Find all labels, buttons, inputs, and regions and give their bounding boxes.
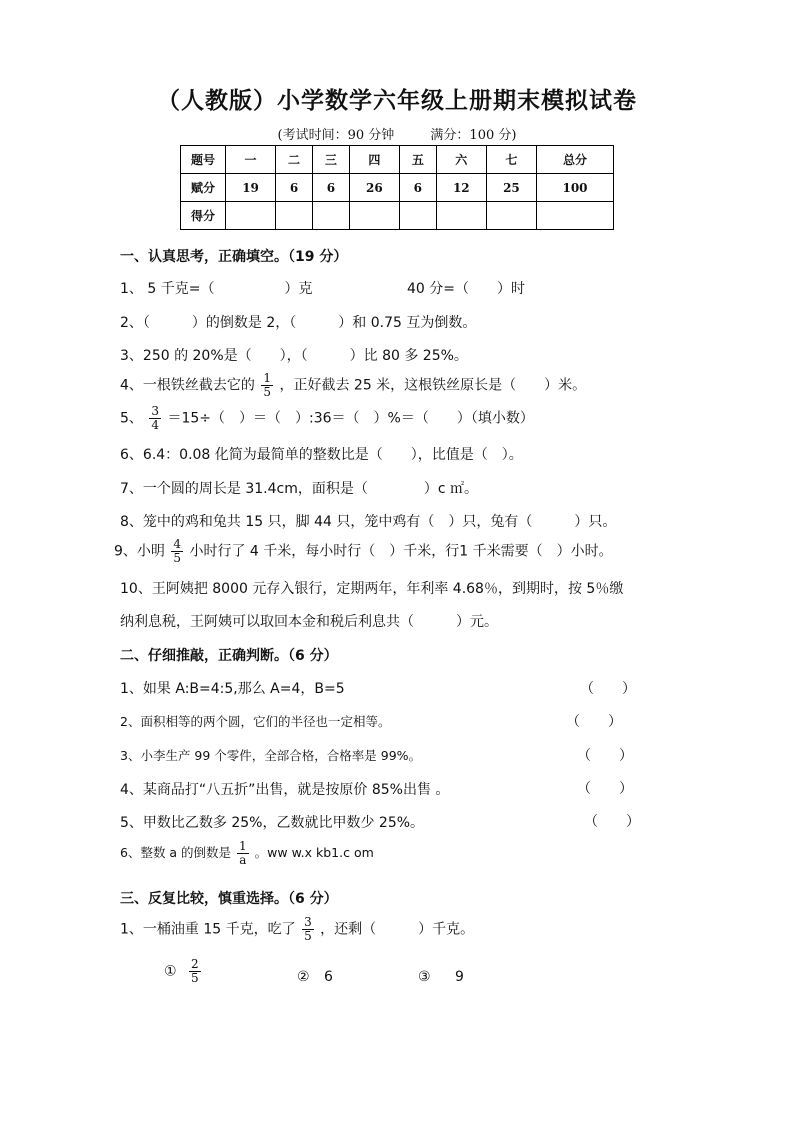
fraction-three-fifths: $\frac{3}{5}$	[304, 915, 312, 943]
section-3-heading: 三、反复比较，慎重选择。（6 分）	[120, 891, 338, 907]
row-head-points: 赋分	[181, 174, 226, 202]
row-head-earned: 得分	[181, 202, 226, 230]
question-1-4-text: 4、一根铁丝截去它的	[120, 377, 255, 394]
fraction-one-fifth: $\frac{1}{5}$	[263, 371, 272, 399]
score-table-row-earned	[181, 202, 614, 230]
points-total: 100	[537, 174, 614, 202]
col-3: 三	[312, 146, 349, 174]
question-1-7: 7、一个圆的周长是 31.4cm，面积是（ ）c ㎡。	[120, 481, 479, 497]
question-1-5-no: 5、	[120, 410, 143, 427]
points-3: 6	[312, 174, 349, 202]
points-4: 26	[349, 174, 399, 202]
section-2-heading: 二、仔细推敲，正确判断。（6 分）	[120, 648, 338, 664]
judge-item-1: 1、如果 A:B=4:5,那么 A=4，B=5	[120, 681, 345, 697]
judge-item-2: 2、面积相等的两个圆，它们的半径也一定相等。	[120, 714, 391, 729]
judge-blank-2[interactable]: （ ）	[566, 714, 622, 730]
col-1: 一	[226, 146, 276, 174]
question-1-8: 8、笼中的鸡和兔共 15 只，脚 44 只，笼中鸡有（ ）只，兔有（ ）只。	[120, 514, 617, 530]
question-1-9-rest: 小时行了 4 千米，每小时行（ ）千米，行1 千米需要（ ）小时。	[189, 543, 613, 560]
option-1[interactable]	[164, 958, 203, 985]
option-3-mark: ③	[418, 969, 431, 985]
fraction-four-fifths: $\frac{4}{5}$	[173, 537, 182, 565]
option-2-mark: ②	[297, 969, 310, 985]
question-1-1a: 1、 5 千克=（ ）克	[120, 281, 313, 297]
col-total: 总分	[537, 146, 614, 174]
judge-item-6-rest: 。ww w.x kb1.c om	[254, 845, 374, 860]
points-5: 6	[399, 174, 436, 202]
judge-item-5: 5、甲数比乙数多 25%，乙数就比甲数少 25%。	[120, 815, 425, 831]
option-2-value: 6	[324, 969, 333, 985]
judge-blank-3[interactable]: （ ）	[577, 748, 633, 764]
question-1-10b: 纳利息税，王阿姨可以取回本金和税后利息共（ ）元。	[120, 614, 498, 630]
question-1-10a: 10、王阿姨把 8000 元存入银行，定期两年，年利率 4.68％，到期时，按 5％缴	[120, 581, 624, 597]
earned-cell[interactable]	[436, 202, 486, 230]
fraction-two-fifths: $\frac{2}{5}$	[191, 957, 199, 985]
question-1-9	[114, 538, 613, 565]
judge-blank-1[interactable]: （ ）	[580, 681, 636, 697]
question-1-5-rest: ＝15÷（ ）＝（ ）:36＝（ ）%＝（ ）（填小数）	[167, 410, 534, 427]
judge-item-4: 4、某商品打“八五折”出售，就是按原价 85%出售 。	[120, 782, 450, 798]
score-table	[180, 145, 614, 230]
page-title: （人教版）小学数学六年级上册期末模拟试卷	[157, 88, 637, 114]
points-2: 6	[276, 174, 313, 202]
full-score: 满分：100 分)	[430, 128, 517, 143]
earned-cell[interactable]	[399, 202, 436, 230]
earned-cell[interactable]	[537, 202, 614, 230]
question-1-3: 3、250 的 20%是（ ），（ ）比 80 多 25%。	[120, 348, 468, 364]
exam-time: (考试时间：90 分钟	[277, 128, 395, 143]
judge-item-3: 3、小李生产 99 个零件，全部合格，合格率是 99%。	[120, 748, 422, 763]
question-1-5	[120, 405, 534, 432]
earned-cell[interactable]	[226, 202, 276, 230]
points-7: 25	[486, 174, 536, 202]
judge-item-6-text: 6、整数 a 的倒数是	[120, 845, 232, 860]
col-5: 五	[399, 146, 436, 174]
exam-info	[0, 124, 794, 143]
choice-question-1-rest: ，还剩（ ）千克。	[320, 921, 475, 938]
score-table-row-header	[181, 146, 614, 174]
earned-cell[interactable]	[276, 202, 313, 230]
judge-blank-4[interactable]: （ ）	[577, 781, 633, 797]
option-3[interactable]	[418, 969, 464, 985]
col-4: 四	[349, 146, 399, 174]
question-1-4	[120, 372, 586, 399]
question-1-9-text: 9、小明	[114, 543, 165, 560]
choice-question-1-text: 1、一桶油重 15 千克，吃了	[120, 921, 296, 938]
points-1: 19	[226, 174, 276, 202]
points-6: 12	[436, 174, 486, 202]
judge-item-6	[120, 840, 374, 867]
question-1-6: 6、6.4：0.08 化简为最简单的整数比是（ ），比值是（ ）。	[120, 447, 523, 463]
earned-cell[interactable]	[312, 202, 349, 230]
section-1-heading: 一、认真思考，正确填空。（19 分）	[120, 249, 348, 265]
question-1-4-rest: ，正好截去 25 米，这根铁丝原长是（ ）米。	[279, 377, 587, 394]
earned-cell[interactable]	[349, 202, 399, 230]
question-1-2: 2、（ ）的倒数是 2，（ ）和 0.75 互为倒数。	[120, 315, 477, 331]
choice-question-1	[120, 916, 474, 943]
option-2[interactable]	[297, 969, 333, 985]
row-head-question-no: 题号	[181, 146, 226, 174]
col-6: 六	[436, 146, 486, 174]
fraction-three-fourths: $\frac{3}{4}$	[151, 404, 160, 432]
option-1-mark: ①	[164, 963, 177, 980]
fraction-one-over-a: $\frac{1}{a}$	[239, 839, 247, 867]
judge-blank-5[interactable]: （ ）	[584, 814, 640, 830]
option-3-value: 9	[455, 969, 464, 985]
earned-cell[interactable]	[486, 202, 536, 230]
score-table-row-points	[181, 174, 614, 202]
col-7: 七	[486, 146, 536, 174]
question-1-1b: 40 分=（ ）时	[407, 281, 525, 297]
col-2: 二	[276, 146, 313, 174]
